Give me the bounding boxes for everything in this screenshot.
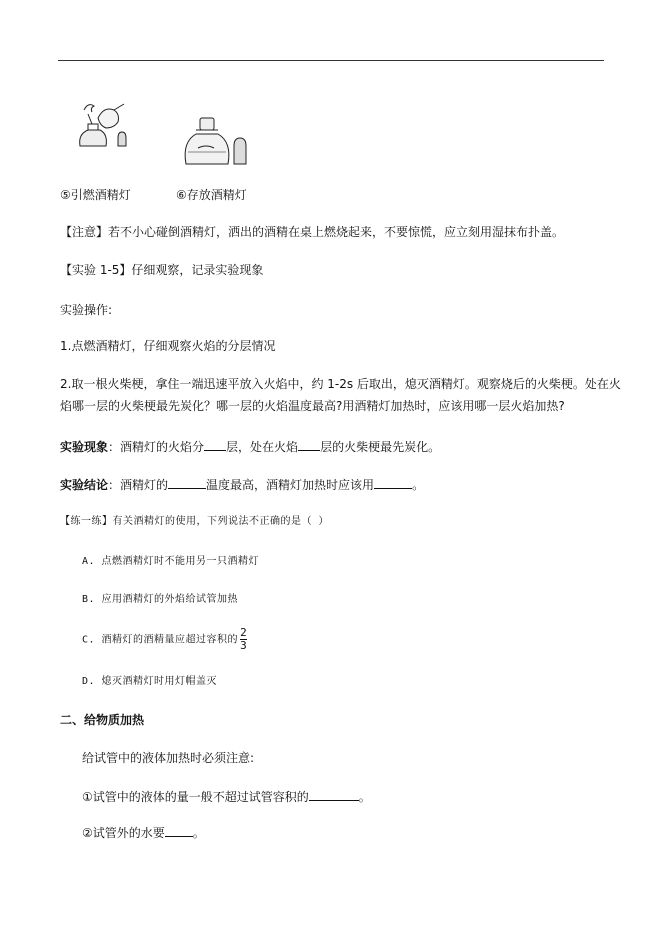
step-2-line-2: 焰哪一层的火柴梗最先炭化？哪一层的火焰温度最高?用酒精灯加热时，应该用哪一层火焰加热? [60,399,565,413]
conclusion-colon: ： [108,478,121,492]
exercise-question: 【练一练】有关酒精灯的使用，下列说法不正确的是（ ） [60,516,330,527]
fraction-numerator: 2 [240,626,248,639]
section-2-heading: 二、给物质加热 [60,713,145,727]
heating-item-2 [82,824,205,841]
experiment-title: 【实验 1-5】仔细观察，记录实验现象 [60,263,264,277]
heating-item-2-text: ②试管外的水要 [82,826,165,840]
option-d[interactable]: D. 熄灭酒精灯时用灯帽盖灭 [82,676,218,687]
blank-carbonized-layer[interactable] [298,438,320,451]
heating-item-1-text: ①试管中的液体的量一般不超过试管容积的 [82,790,309,804]
caption-storing-lamp: ⑥存放酒精灯 [176,188,247,202]
option-c[interactable] [82,628,247,651]
option-b[interactable]: B. 应用酒精灯的外焰给试管加热 [82,594,239,605]
section-2-intro: 给试管中的液体加热时必须注意: [82,751,255,765]
conclusion-text-1: 酒精灯的 [120,478,169,492]
conclusion-line [60,476,424,493]
phenomenon-text-1: 酒精灯的火焰分 [120,440,205,454]
heating-item-1-end: 。 [358,790,371,804]
option-c-text: C. 酒精灯的酒精量应超过容积的 [82,634,239,646]
phenomenon-colon: ： [108,440,121,454]
blank-outer-water[interactable] [165,824,193,837]
lighting-lamp-illustration [74,100,140,158]
header-rule [58,60,604,61]
step-1: 1.点燃酒精灯，仔细观察火焰的分层情况 [60,339,276,353]
phenomenon-text-3: 层的火柴梗最先炭化。 [320,440,441,454]
conclusion-label: 实验结论 [60,478,109,492]
operation-label: 实验操作: [60,303,113,317]
safety-note: 【注意】若不小心碰倒酒精灯，洒出的酒精在桌上燃烧起来，不要惊慌，应立刻用湿抹布扑盖。 [60,225,565,239]
blank-hottest-layer[interactable] [168,476,206,489]
blank-volume-fraction[interactable] [309,788,359,801]
option-a[interactable]: A. 点燃酒精灯时不能用另一只酒精灯 [82,556,260,567]
heating-item-2-end: 。 [192,826,205,840]
blank-layer-count[interactable] [204,438,226,451]
caption-lighting-lamp: ⑤引燃酒精灯 [60,188,131,202]
phenomenon-label: 实验现象 [60,440,109,454]
phenomenon-line [60,438,440,455]
heating-item-1 [82,788,371,805]
phenomenon-text-2: 层，处在火焰 [226,440,299,454]
fraction-two-thirds [240,628,247,651]
conclusion-text-3: 。 [412,478,425,492]
stored-lamp-illustration [178,112,254,166]
fraction-denominator: 3 [240,639,248,652]
conclusion-text-2: 温度最高，酒精灯加热时应该用 [206,478,375,492]
blank-heating-layer[interactable] [374,476,412,489]
step-2-line-1: 2.取一根火柴梗，拿住一端迅速平放入火焰中，约 1-2s 后取出，熄灭酒精灯。观察烧后的火柴梗。处在火 [60,377,621,391]
